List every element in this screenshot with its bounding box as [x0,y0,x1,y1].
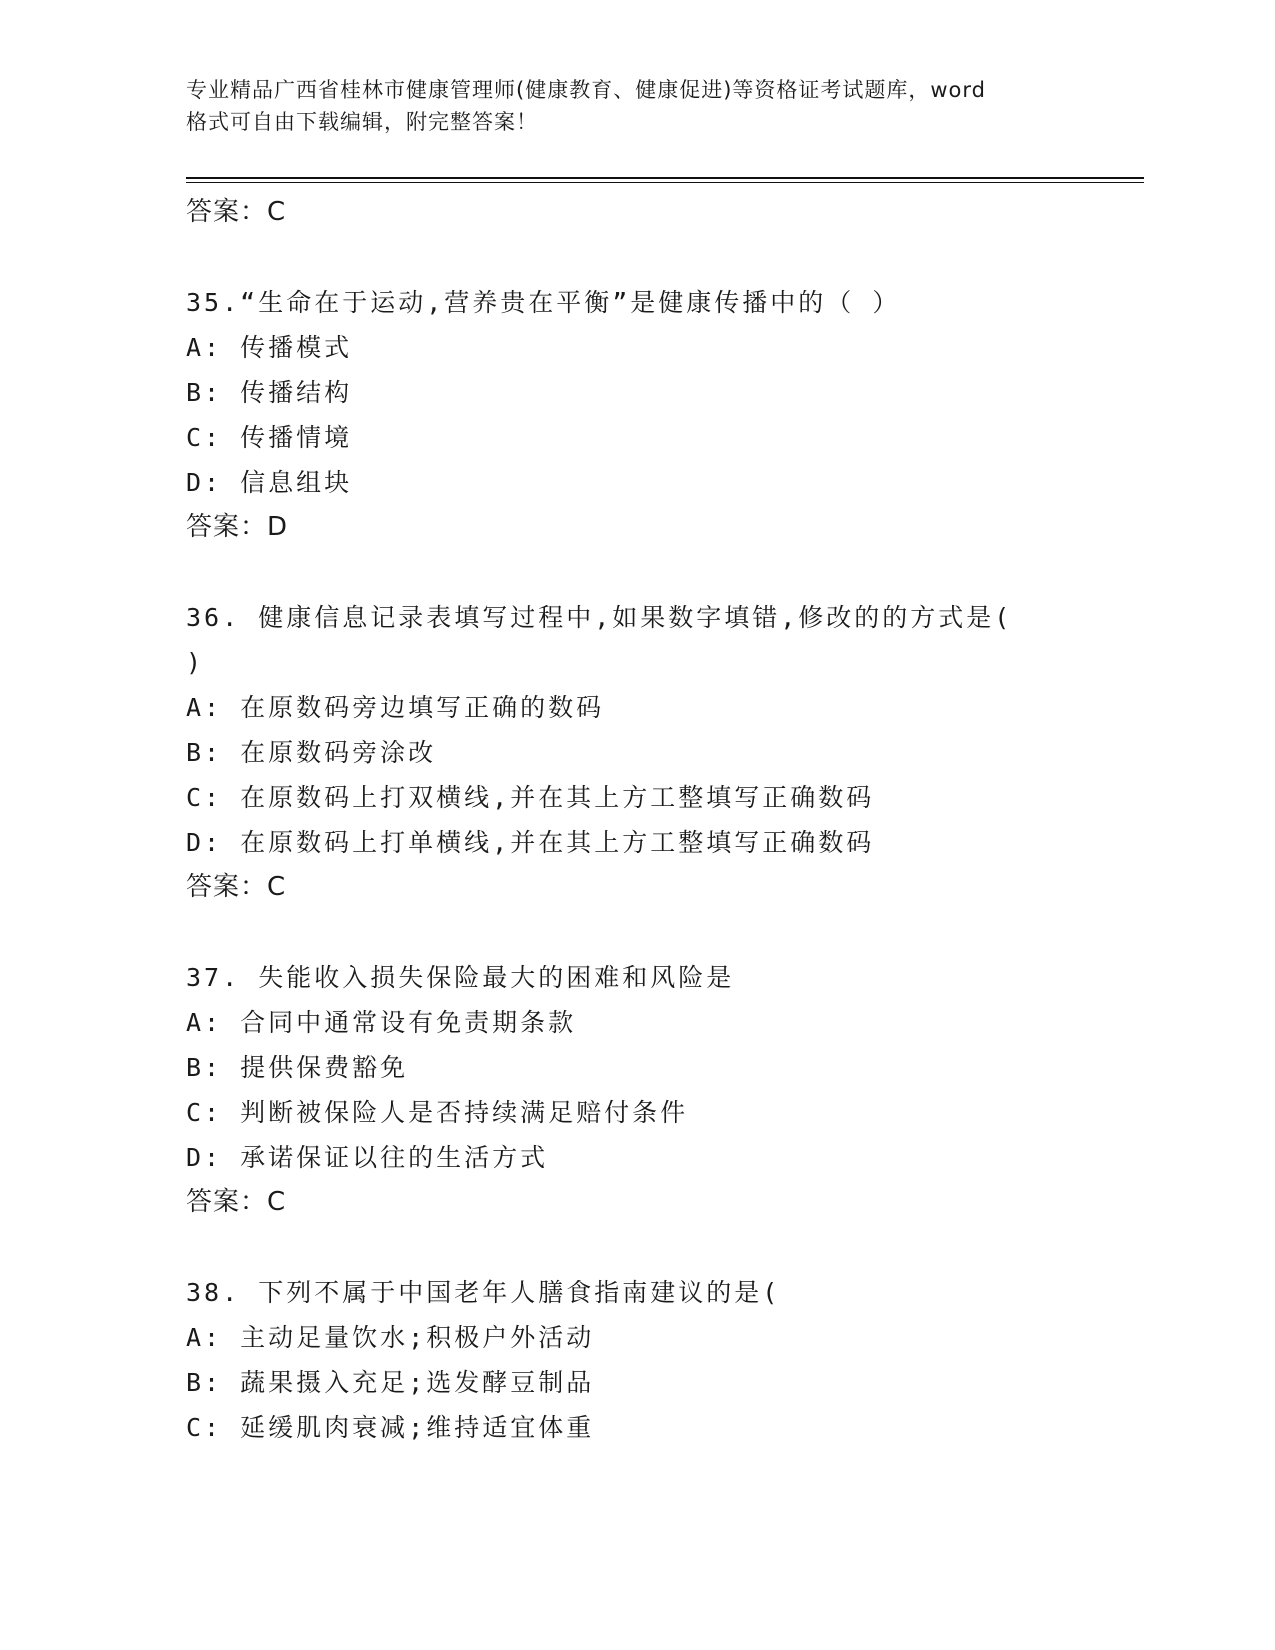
spacer [186,550,1146,595]
option-a: A: 主动足量饮水;积极户外活动 [186,1323,595,1352]
option-c: C: 延缓肌肉衰减;维持适宜体重 [186,1413,595,1442]
question-37 [186,955,1146,1225]
option-b: B: 蔬果摄入充足;选发酵豆制品 [186,1368,595,1397]
question-text: 38. 下列不属于中国老年人膳食指南建议的是( [186,1278,781,1307]
option-c: C: 判断被保险人是否持续满足赔付条件 [186,1098,689,1127]
option-b: B: 在原数码旁涂改 [186,738,437,767]
option-b: B: 传播结构 [186,378,353,407]
header-rule-thin [186,182,1144,183]
header-line-2: 格式可自由下载编辑，附完整答案！ [186,110,538,134]
header-line-1: 专业精品广西省桂林市健康管理师(健康教育、健康促进)等资格证考试题库，word [186,78,987,102]
question-38 [186,1270,1146,1450]
option-a: A: 传播模式 [186,333,353,362]
spacer [186,910,1146,955]
question-text: 35.“生命在于运动,营养贵在平衡”是健康传播中的（ ） [186,288,901,317]
spacer [186,235,1146,280]
answer-previous: 答案：C [186,197,287,227]
option-d: D: 信息组块 [186,468,353,497]
question-35 [186,280,1146,550]
question-text: 36. 健康信息记录表填写过程中,如果数字填错,修改的的方式是( [186,603,1013,632]
option-a: A: 合同中通常设有免责期条款 [186,1008,577,1037]
answer: 答案：D [186,512,289,542]
document-body [186,190,1146,1450]
option-c: C: 传播情境 [186,423,353,452]
question-text-continued: ) [186,648,205,677]
question-36 [186,595,1146,910]
option-d: D: 承诺保证以往的生活方式 [186,1143,549,1172]
option-a: A: 在原数码旁边填写正确的数码 [186,693,605,722]
answer: 答案：C [186,1187,287,1217]
option-d: D: 在原数码上打单横线,并在其上方工整填写正确数码 [186,828,875,857]
header-rule-thick [186,177,1144,179]
option-c: C: 在原数码上打双横线,并在其上方工整填写正确数码 [186,783,875,812]
answer: 答案：C [186,872,287,902]
document-header [186,74,1086,138]
spacer [186,1225,1146,1270]
option-b: B: 提供保费豁免 [186,1053,409,1082]
question-text: 37. 失能收入损失保险最大的困难和风险是 [186,963,735,992]
